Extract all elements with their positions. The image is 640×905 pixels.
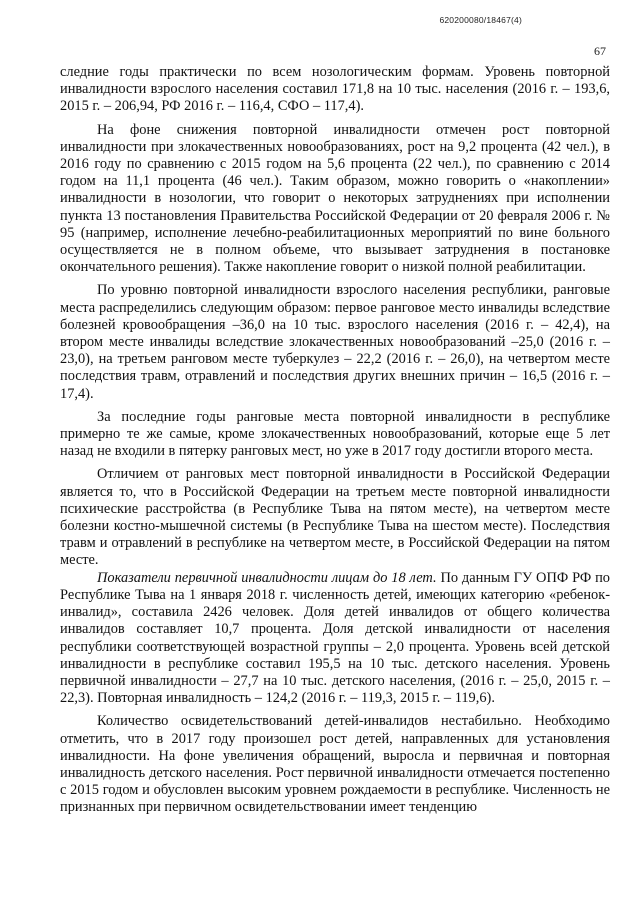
body-text [60, 64, 610, 817]
document-code: 620200080/18467(4) [439, 15, 522, 25]
paragraph-examinations: Количество освидетельствований детей-инвалидов нестабильно. Необходимо отметить, что в 2017 году произошел рост детей, направленных для установления инвалидности. На фоне увеличения обращений, выросла и первичная и повторная инвалидность детского населения. Рост первичной инвалидности отмечается постепенно с 2015 годом и обусловлен высоким уровнем рождаемости в республике. Численность не признанных при первичном освидетельствовании имеет тенденцию [60, 713, 610, 816]
paragraph-oncology: На фоне снижения повторной инвалидности отмечен рост повторной инвалидности при злокачественных новообразованиях, рост на 9,2 процента (42 чел.), в 2016 году по сравнению с 2015 годом на 5,6 процента (22 чел.), по сравнению с 2014 годом на 11,1 процента (46 чел.). Таким образом, можно говорить о «накоплении» инвалидности в нозологии, что говорит о некоторых затруднениях при исполнении пункта 13 постановления Правительства Российской Федерации от 20 февраля 2006 г. № 95 (например, исполнение лечебно-реабилитационных мероприятий по вине больного осуществляется не в полном объеме, что вызывает затруднения в постановке окончательного решения). Также накопление говорит о низкой полной реабилитации. [60, 121, 610, 276]
paragraph-continuation: следние годы практически по всем нозологическим формам. Уровень повторной инвалидности взрослого населения составил 171,8 на 10 тыс. населения (2016 г. – 193,6, 2015 г. – 206,94, РФ 2016 г. – 116,4, СФО – 117,4). [60, 64, 610, 115]
children-disability-text: По данным ГУ ОПФ РФ по Республике Тыва на 1 января 2018 г. численность детей, имеющих категорию «ребенок-инвалид», составила 2426 человек. Доля детей инвалидов от общего количества инвалидов составляет 10,7 процента. Доля детской инвалидности от населения республики соответствующей возрастной группы – 2,0 процента. Уровень всей детской инвалидности в республике составил 195,5 на 10 тыс. детского населения. Уровень первичной инвалидности – 27,7 на 10 тыс. детского населения, (2016 г. – 25,0, 2015 г. – 22,3). Повторная инвалидность – 124,2 (2016 г. – 119,3, 2015 г. – 119,6). [60, 569, 610, 707]
page-number: 67 [594, 44, 606, 58]
paragraph-children-disability [60, 570, 610, 708]
italic-heading: Показатели первичной инвалидности лицам до 18 лет. [97, 569, 437, 586]
paragraph-rf-comparison: Отличием от ранговых мест повторной инвалидности в Российской Федерации является то, что в Российской Федерации на третьем месте повторной инвалидности психические расстройства (в Республике Тыва на пятом месте), на четвертом месте болезни костно-мышечной системы (в Республике Тыва на шестом месте). Последствия травм и отравлений в республике на четвертом месте, в Российской Федерации на пятом месте. [60, 466, 610, 569]
paragraph-rank-places: По уровню повторной инвалидности взрослого населения республики, ранговые места распределились следующим образом: первое ранговое место инвалиды вследствие болезней кровообращения –36,0 на 10 тыс. взрослого населения (2016 г. – 42,4), на втором месте инвалиды вследствие злокачественных новообразований –25,0 (2016 г. – 23,0), на третьем ранговом месте туберкулез – 22,2 (2016 г. – 26,0), на четвертом месте последствия травм, отравлений и последствия других внешних причин – 16,5 (2016 г. – 17,4). [60, 282, 610, 402]
paragraph-recent-years: За последние годы ранговые места повторной инвалидности в республике примерно те же самые, кроме злокачественных новообразований, которые еще 5 лет назад не входили в пятерку ранговых мест, но уже в 2017 году достигли второго места. [60, 408, 610, 460]
